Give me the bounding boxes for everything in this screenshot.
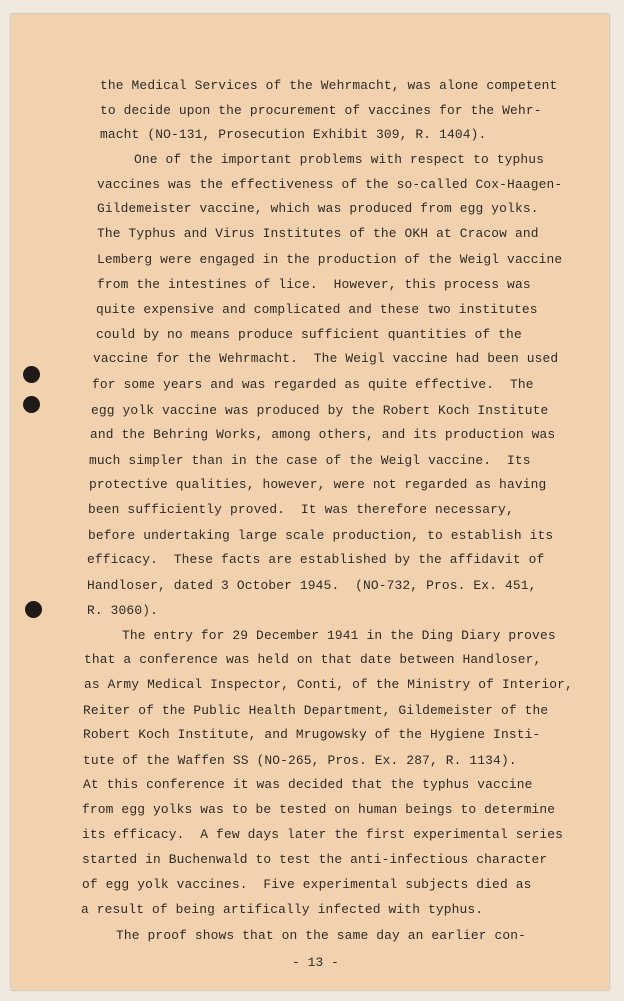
text-line: to decide upon the procurement of vaccines for the Wehr- — [100, 103, 542, 118]
text-line: Gildemeister vaccine, which was produced from egg yolks. — [97, 201, 539, 216]
document-page — [11, 14, 609, 990]
text-line: tute of the Waffen SS (NO-265, Pros. Ex. 287, R. 1134). — [83, 753, 517, 768]
text-line: for some years and was regarded as quite effective. The — [92, 377, 534, 392]
text-line: R. 3060). — [87, 603, 158, 618]
text-line: One of the important problems with respect to typhus — [134, 152, 545, 167]
punch-hole — [23, 366, 40, 383]
text-line: and the Behring Works, among others, and its production was — [90, 427, 556, 442]
text-line: The Typhus and Virus Institutes of the OKH at Cracow and — [97, 226, 539, 241]
text-line: protective qualities, however, were not regarded as having — [89, 477, 547, 492]
text-line: The proof shows that on the same day an earlier con- — [116, 928, 527, 943]
text-line: its efficacy. A few days later the first experimental series — [82, 827, 564, 842]
text-line: been sufficiently proved. It was therefore necessary, — [88, 502, 514, 517]
punch-hole — [23, 396, 40, 413]
text-line: egg yolk vaccine was produced by the Robert Koch Institute — [91, 403, 549, 418]
text-line: quite expensive and complicated and these two institutes — [96, 302, 538, 317]
text-line: Reiter of the Public Health Department, Gildemeister of the — [83, 703, 549, 718]
text-line: macht (NO-131, Prosecution Exhibit 309, R. 1404). — [100, 127, 487, 142]
text-line: vaccine for the Wehrmacht. The Weigl vaccine had been used — [93, 351, 559, 366]
text-line: from the intestines of lice. However, this process was — [97, 277, 531, 292]
text-line: a result of being artifically infected with typhus. — [81, 902, 484, 917]
text-line: that a conference was held on that date between Handloser, — [84, 652, 542, 667]
text-line: At this conference it was decided that the typhus vaccine — [83, 777, 533, 792]
text-line: vaccines was the effectiveness of the so-called Cox-Haagen- — [97, 177, 563, 192]
text-line: The entry for 29 December 1941 in the Ding Diary proves — [122, 628, 556, 643]
text-line: of egg yolk vaccines. Five experimental subjects died as — [82, 877, 532, 892]
page-number: - 13 - — [292, 955, 339, 970]
text-line: Handloser, dated 3 October 1945. (NO-732, Pros. Ex. 451, — [87, 578, 537, 593]
text-line: efficacy. These facts are established by the affidavit of — [87, 552, 545, 567]
text-line: before undertaking large scale production, to establish its — [88, 528, 554, 543]
text-line: as Army Medical Inspector, Conti, of the Ministry of Interior, — [84, 677, 573, 692]
text-line: Robert Koch Institute, and Mrugowsky of the Hygiene Insti- — [83, 727, 541, 742]
text-line: started in Buchenwald to test the anti-infectious character — [82, 852, 548, 867]
text-line: could by no means produce sufficient quantities of the — [96, 327, 522, 342]
punch-hole — [25, 601, 42, 618]
text-line: much simpler than in the case of the Weigl vaccine. Its — [89, 453, 531, 468]
text-line: Lemberg were engaged in the production of the Weigl vaccine — [97, 252, 563, 267]
text-line: the Medical Services of the Wehrmacht, was alone competent — [100, 78, 558, 93]
text-line: from egg yolks was to be tested on human beings to determine — [82, 802, 556, 817]
